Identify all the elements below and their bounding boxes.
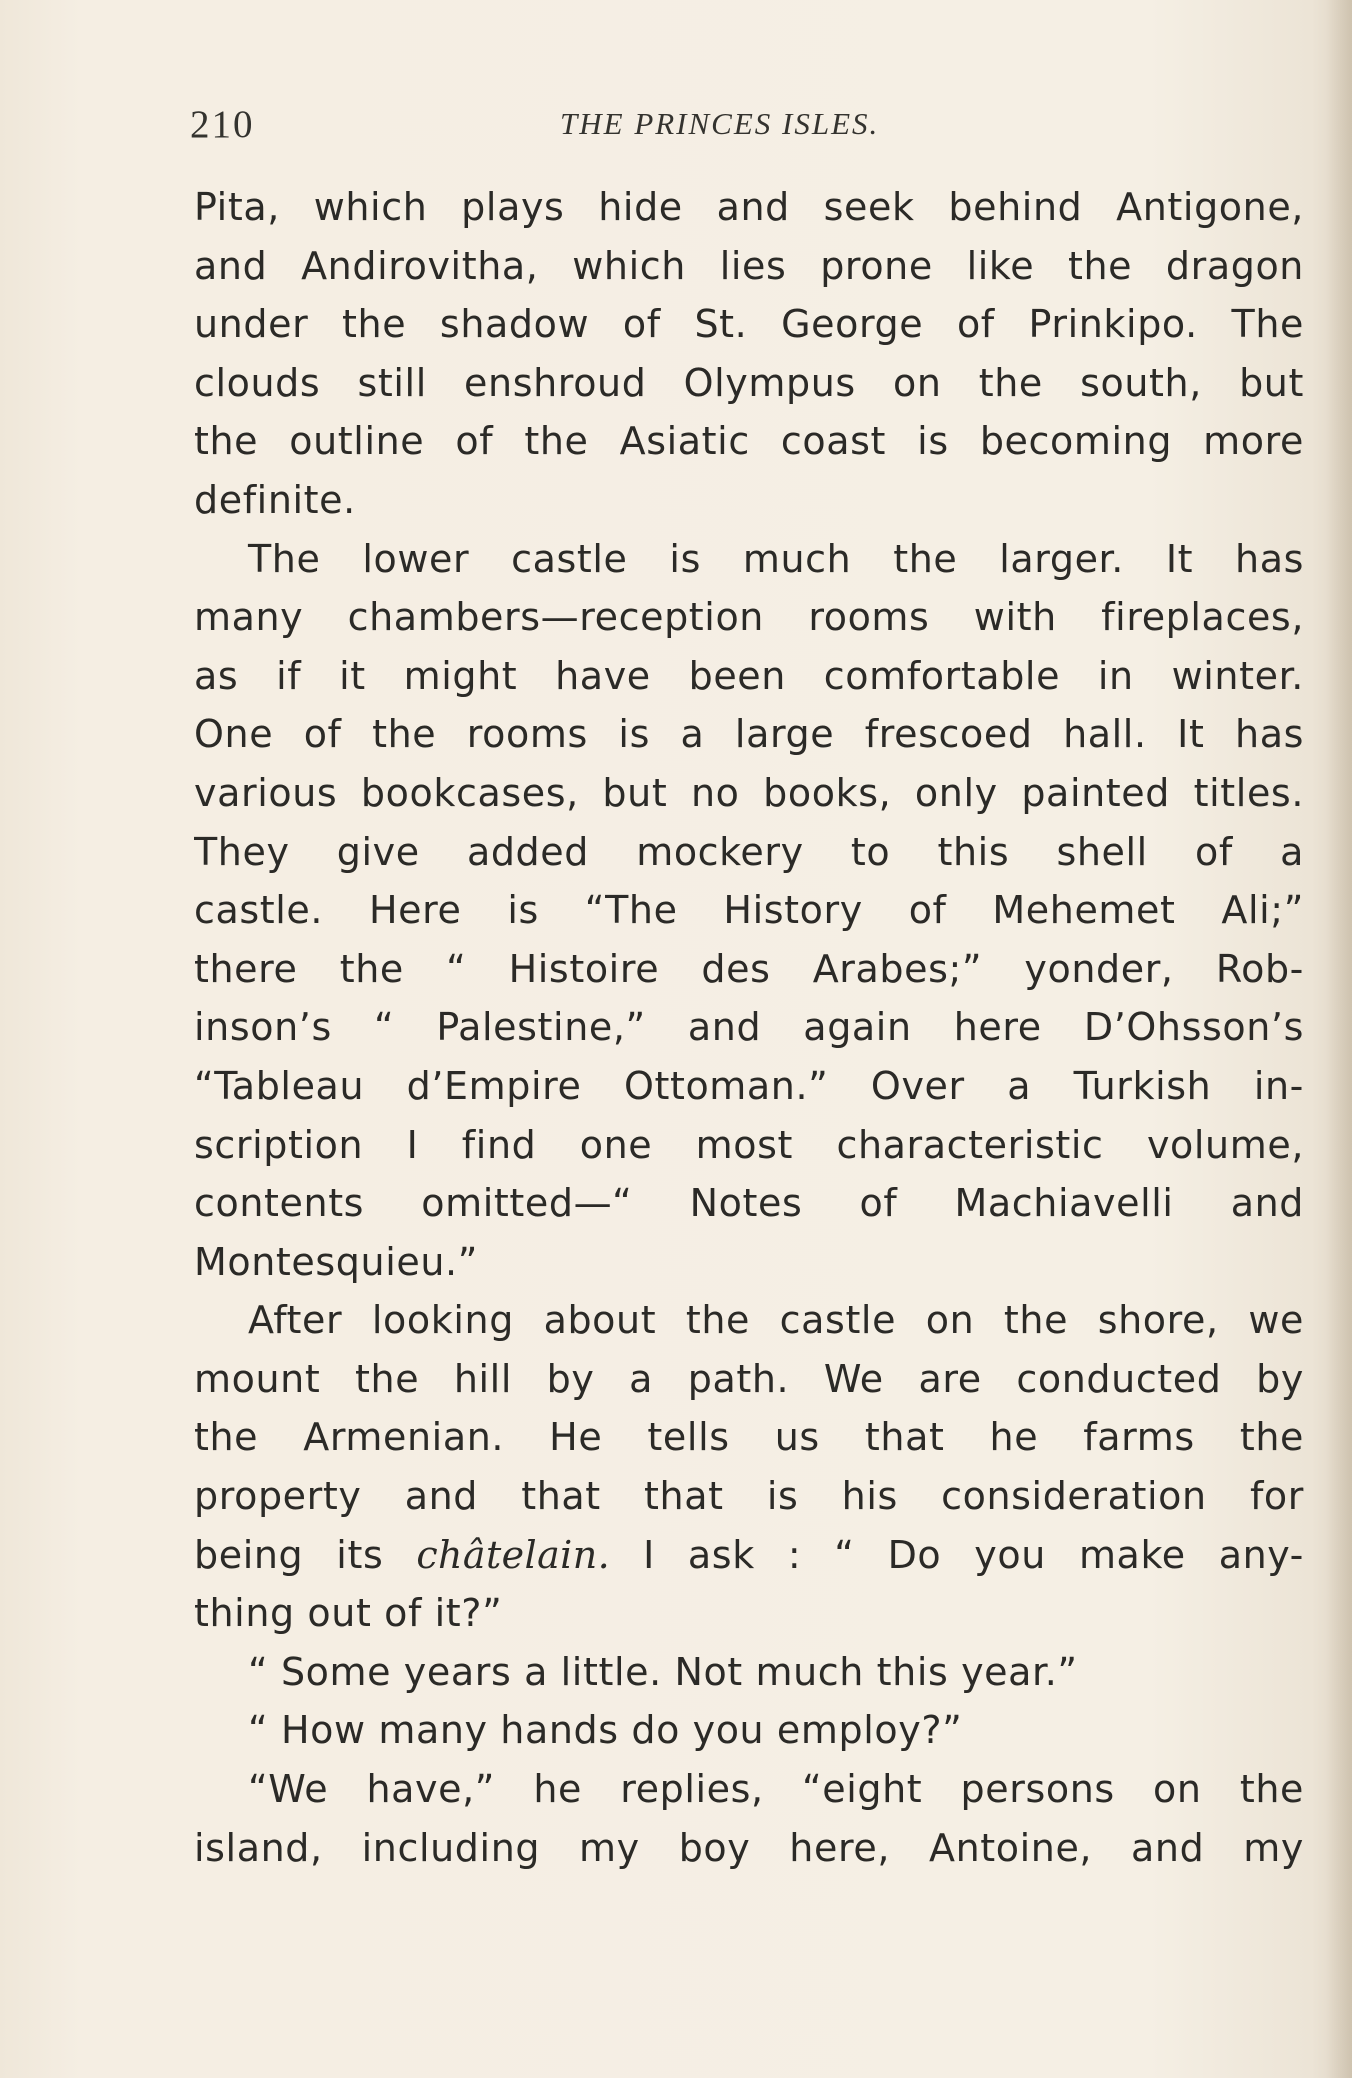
text-line: scription I find one most characteristic volume, (194, 1122, 1304, 1167)
text-line: The lower castle is much the larger. It has (248, 536, 1304, 581)
text-line: various bookcases, but no books, only painted titles. (194, 770, 1304, 815)
page-header (190, 102, 1300, 162)
text-line: One of the rooms is a large frescoed hall. It has (194, 712, 1304, 757)
text-line: as if it might have been comfortable in winter. (194, 653, 1304, 698)
text-line: there the “ Histoire des Arabes;” yonder, Rob- (194, 946, 1304, 991)
text-line: “ How many hands do you employ?” (248, 1708, 963, 1753)
text-line: many chambers—reception rooms with fireplaces, (194, 595, 1304, 640)
text-line: clouds still enshroud Olympus on the south, but (194, 360, 1304, 405)
text-line: property and that that is his consideration for (194, 1474, 1304, 1519)
text-run: being its (194, 1532, 417, 1577)
text-line: “Tableau d’Empire Ottoman.” Over a Turkish in- (194, 1063, 1304, 1108)
page-edge-shadow (1326, 0, 1352, 2078)
text-line: contents omitted—“ Notes of Machiavelli and (194, 1181, 1304, 1226)
text-line: inson’s “ Palestine,” and again here D’Ohsson’s (194, 1005, 1304, 1050)
text-line: definite. (194, 477, 356, 522)
text-line: the outline of the Asiatic coast is becoming more (194, 419, 1304, 464)
text-line: island, including my boy here, Antoine, and my (194, 1825, 1304, 1870)
page-number: 210 (190, 103, 255, 146)
text-line: mount the hill by a path. We are conducted by (194, 1356, 1304, 1401)
text-line (194, 1526, 1304, 1585)
italic-word: châtelain. (416, 1532, 611, 1577)
text-run: I ask : “ Do you make any- (610, 1532, 1304, 1577)
text-line: “ Some years a little. Not much this year.” (248, 1649, 1078, 1694)
text-line: and Andirovitha, which lies prone like the dragon (194, 243, 1304, 288)
text-line: After looking about the castle on the shore, we (248, 1298, 1304, 1343)
running-title: THE PRINCES ISLES. (560, 106, 880, 141)
text-line: castle. Here is “The History of Mehemet Ali;” (194, 888, 1304, 933)
text-line: thing out of it?” (194, 1591, 503, 1636)
text-line: the Armenian. He tells us that he farms the (194, 1415, 1304, 1460)
text-line: “We have,” he replies, “eight persons on the (248, 1767, 1304, 1812)
text-line: They give added mockery to this shell of a (194, 829, 1304, 874)
text-line: Montesquieu.” (194, 1239, 478, 1284)
body-text (194, 178, 1304, 1877)
text-line: Pita, which plays hide and seek behind Antigone, (194, 185, 1304, 229)
text-line: under the shadow of St. George of Prinkipo. The (194, 302, 1304, 347)
